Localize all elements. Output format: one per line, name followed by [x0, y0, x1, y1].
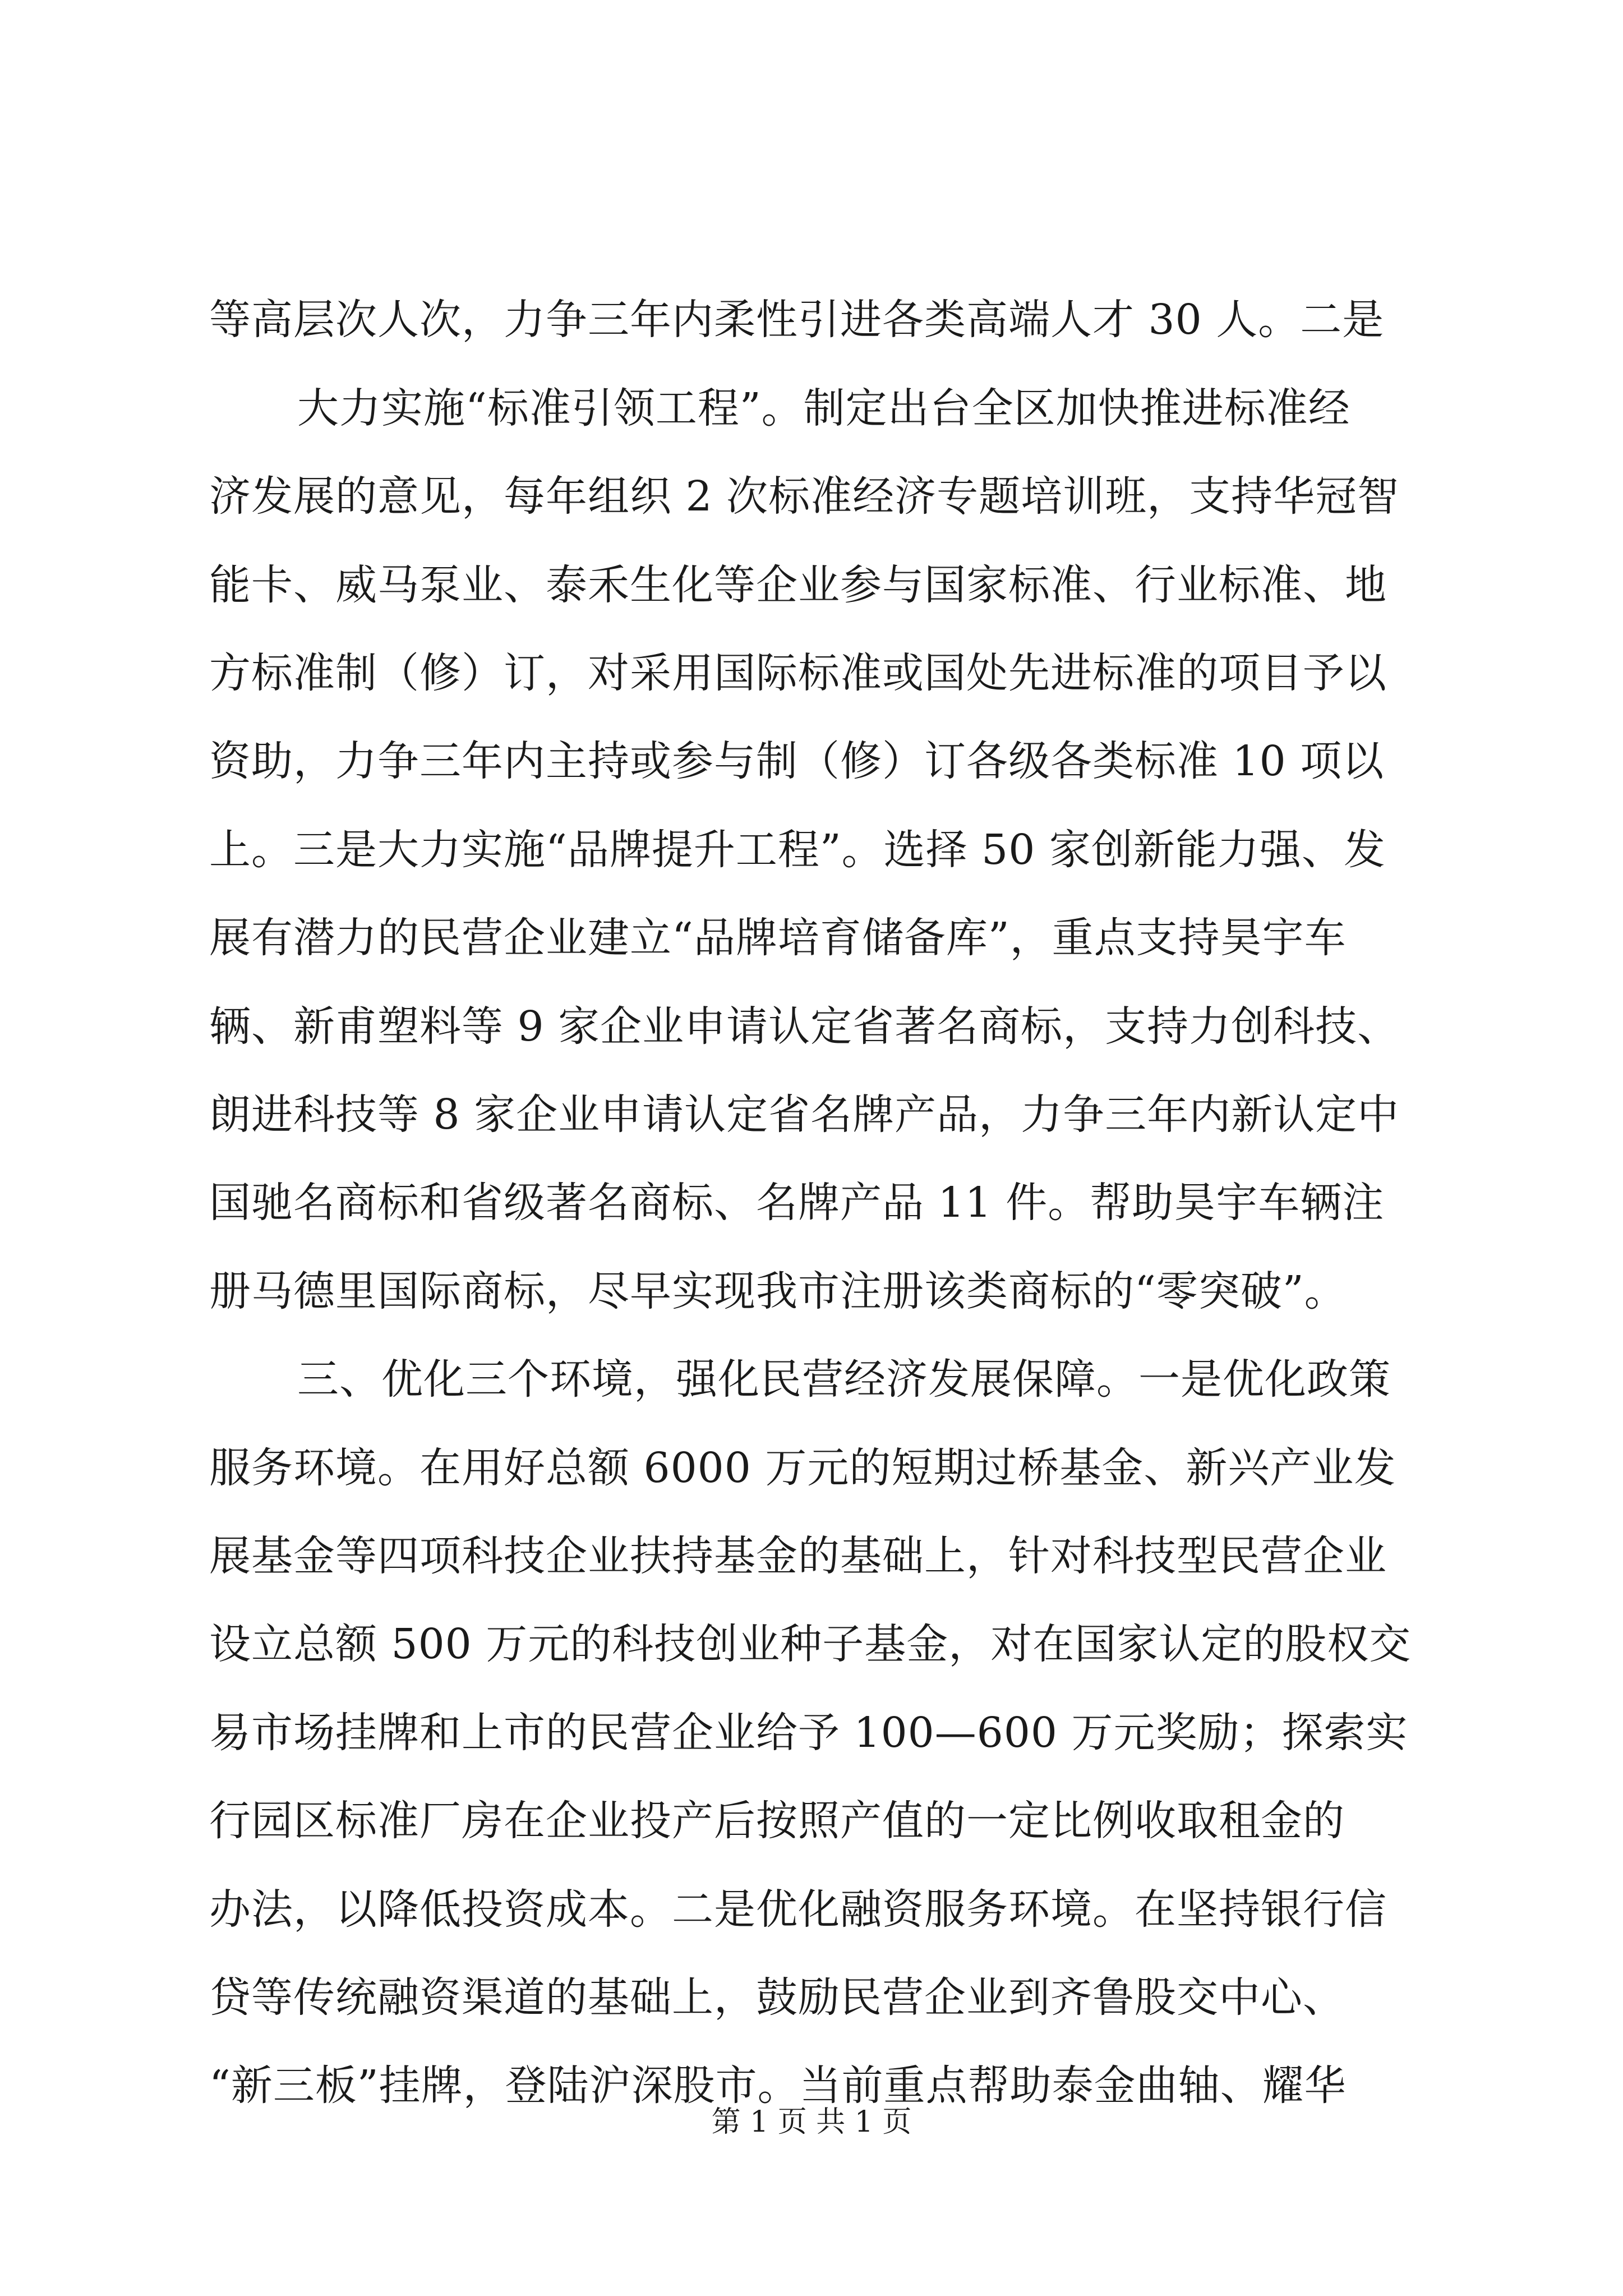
text-line-14: 服务环境。在用好总额 6000 万元的短期过桥基金、新兴产业发	[209, 1444, 1396, 1492]
text-line-6: 资助，力争三年内主持或参与制（修）订各级各类标准 10 项以	[209, 737, 1385, 785]
text-line-17: 易市场挂牌和上市的民营企业给予 100—600 万元奖励；探索实	[209, 1709, 1408, 1757]
text-line-8: 展有潜力的民营企业建立“品牌培育储备库”，重点支持昊宇车	[209, 914, 1347, 962]
text-line-12: 册马德里国际商标，尽早实现我市注册该类商标的“零突破”。	[209, 1267, 1347, 1315]
text-line-3: 济发展的意见，每年组织 2 次标准经济专题培训班，支持华冠智	[209, 472, 1400, 521]
page-number-footer: 第 1 页 共 1 页	[711, 2105, 912, 2139]
text-line-13: 三、优化三个环境，强化民营经济发展保障。一是优化政策	[297, 1355, 1391, 1404]
text-line-9: 辆、新甫塑料等 9 家企业申请认定省著名商标，支持力创科技、	[209, 1002, 1400, 1051]
text-line-11: 国驰名商标和省级著名商标、名牌产品 11 件。帮助昊宇车辆注	[209, 1179, 1385, 1227]
text-line-2: 大力实施“标准引领工程”。制定出台全区加快推进标准经	[297, 384, 1350, 432]
text-line-5: 方标准制（修）订，对采用国际标准或国处先进标准的项目予以	[209, 649, 1387, 697]
text-line-20: 贷等传统融资渠道的基础上，鼓励民营企业到齐鲁股交中心、	[209, 1973, 1345, 2022]
text-line-1: 等高层次人次，力争三年内柔性引进各类高端人才 30 人。二是	[209, 296, 1385, 344]
text-line-19: 办法，以降低投资成本。二是优化融资服务环境。在坚持银行信	[209, 1885, 1387, 1934]
text-line-7: 上。三是大力实施“品牌提升工程”。选择 50 家创新能力强、发	[209, 826, 1386, 874]
text-line-21: “新三板”挂牌，登陆沪深股市。当前重点帮助泰金曲轴、耀华	[209, 2062, 1347, 2110]
text-line-4: 能卡、威马泵业、泰禾生化等企业参与国家标准、行业标准、地	[209, 561, 1387, 609]
text-line-16: 设立总额 500 万元的科技创业种子基金，对在国家认定的股权交	[209, 1620, 1412, 1668]
text-line-10: 朗进科技等 8 家企业申请认定省名牌产品，力争三年内新认定中	[209, 1091, 1400, 1139]
text-line-18: 行园区标准厂房在企业投产后按照产值的一定比例收取租金的	[209, 1797, 1345, 1845]
text-line-15: 展基金等四项科技企业扶持基金的基础上，针对科技型民营企业	[209, 1532, 1387, 1580]
